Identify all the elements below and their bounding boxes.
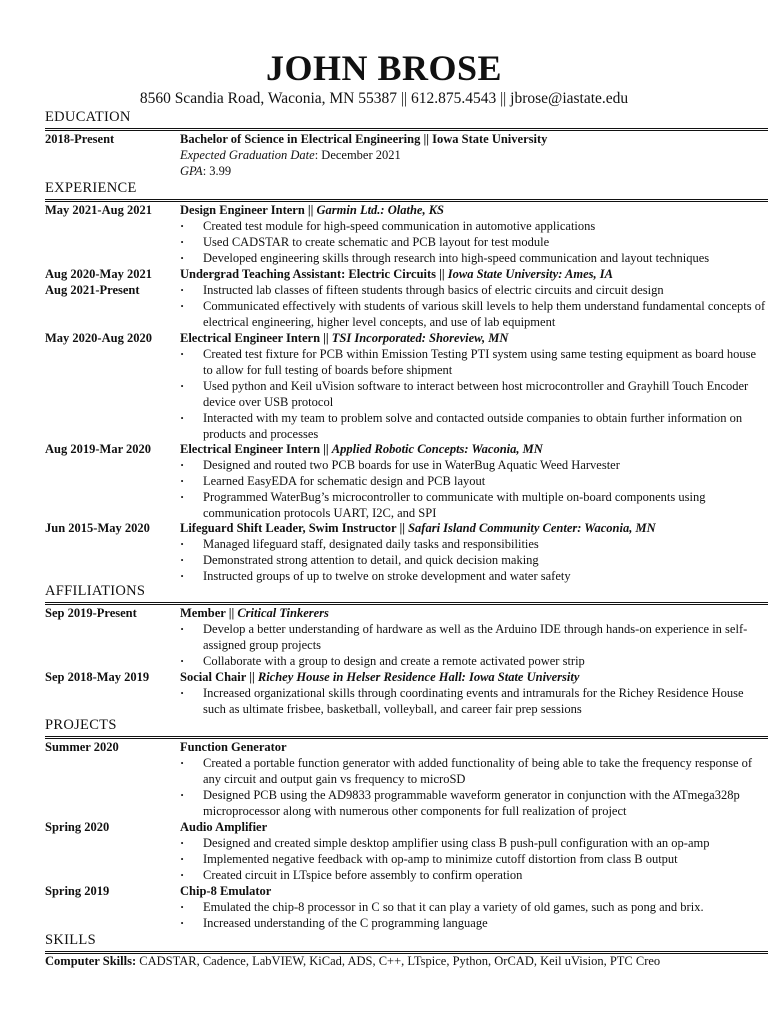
entry-heading: Chip-8 Emulator	[180, 884, 272, 898]
bullet-item: · Develop a better understanding of hardware as well as the Arduino IDE through hands-on experience in self-assigned group projects	[180, 621, 768, 653]
bullet-item: · Created test module for high-speed communication in automotive applications	[180, 218, 768, 234]
entry-heading	[180, 202, 768, 218]
entry-date: Jun 2015-May 2020	[45, 521, 150, 535]
graduation-label: Expected Graduation Date	[180, 148, 315, 162]
entry-body	[180, 819, 768, 883]
graduation-value: : December 2021	[314, 148, 401, 162]
entry-date: Sep 2018-May 2019	[45, 670, 150, 684]
gpa-label: GPA	[180, 164, 203, 178]
section-title: SKILLS	[45, 932, 96, 948]
bullet-item: · Created test fixture for PCB within Emission Testing PTI system using same testing equipment as board house to allow for full testing of boards before shipment	[180, 346, 768, 378]
bullet-item: · Created a portable function generator with added functionality of being able to take the frequency response of any circuit and output gain vs frequency to microSD	[180, 755, 768, 787]
bullet-item: · Emulated the chip-8 processor in C so that it can play a variety of old games, such as pong and brix.	[180, 899, 768, 915]
bullet-item: · Designed PCB using the AD9833 programmable waveform generator in conjunction with the ATmega328p microprocessor along with numerous other components for full realization of project	[180, 787, 768, 819]
entry-role: Social Chair ||	[180, 670, 258, 684]
entry-date-line: Aug 2021-Present	[45, 283, 140, 297]
entry-body	[180, 131, 768, 179]
bullet-item: · Developed engineering skills through research into high-speed communication and layout techniques	[180, 250, 768, 266]
bullet-item: · Created circuit in LTspice before assembly to confirm operation	[180, 867, 768, 883]
entry-date: May 2020-Aug 2020	[45, 331, 152, 345]
section-education	[45, 109, 768, 131]
bullet-list	[180, 835, 768, 883]
bullet-list	[180, 218, 768, 266]
bullet-item: · Collaborate with a group to design and create a remote activated power strip	[180, 653, 768, 669]
entry-body	[180, 441, 768, 521]
entry-date: Summer 2020	[45, 740, 119, 754]
section-skills	[45, 932, 768, 954]
entry-body	[180, 330, 768, 442]
bullet-item: · Managed lifeguard staff, designated daily tasks and responsibilities	[180, 536, 768, 552]
bullet-item: · Instructed lab classes of fifteen students through basics of electric circuits and circuit design	[180, 282, 768, 298]
entry-role: Lifeguard Shift Leader, Swim Instructor ||	[180, 521, 409, 535]
bullet-list	[180, 621, 768, 669]
entry-heading: Function Generator	[180, 740, 287, 754]
entry-org: Safari Island Community Center: Waconia, MN	[408, 521, 656, 535]
bullet-item: · Implemented negative feedback with op-amp to minimize cutoff distortion from class B output	[180, 851, 768, 867]
entry-heading	[180, 520, 768, 536]
entry-role: Undergrad Teaching Assistant: Electric Circuits ||	[180, 267, 448, 281]
entry-date: Spring 2019	[45, 884, 110, 898]
entry-date-line: Aug 2020-May 2021	[45, 267, 152, 281]
bullet-item: · Designed and created simple desktop amplifier using class B push-pull configuration with an op-amp	[180, 835, 768, 851]
entry-role: Electrical Engineer Intern ||	[180, 331, 332, 345]
section-title: AFFILIATIONS	[45, 583, 146, 599]
entry-org: TSI Incorporated: Shoreview, MN	[331, 331, 509, 345]
bullet-list	[180, 899, 768, 931]
bullet-list	[180, 282, 768, 330]
bullet-list	[180, 457, 768, 521]
gpa-value: : 3.99	[202, 164, 232, 178]
bullet-item: · Increased understanding of the C programming language	[180, 915, 768, 931]
entry-role: Design Engineer Intern ||	[180, 203, 317, 217]
entry-role: Electrical Engineer Intern ||	[180, 442, 332, 456]
bullet-list	[180, 755, 768, 819]
entry-org: Garmin Ltd.: Olathe, KS	[316, 203, 444, 217]
bullet-list	[180, 536, 768, 584]
contact-line: 8560 Scandia Road, Waconia, MN 55387 || 612.875.4543 || jbrose@iastate.edu	[139, 90, 629, 107]
entry-date: 2018-Present	[45, 132, 115, 146]
candidate-name: JOHN BROSE	[265, 48, 503, 88]
bullet-item: · Used python and Keil uVision software to interact between host microcontroller and Grayhill Touch Encoder device over USB protocol	[180, 378, 768, 410]
entry-date: Spring 2020	[45, 820, 110, 834]
section-title: EDUCATION	[45, 109, 131, 125]
gpa-line	[180, 163, 768, 179]
section-title: PROJECTS	[45, 717, 117, 733]
skills-value: CADSTAR, Cadence, LabVIEW, KiCad, ADS, C++, LTspice, Python, OrCAD, Keil uVision, PTC Creo	[136, 954, 661, 968]
entry-heading	[180, 669, 768, 685]
entry-date: May 2021-Aug 2021	[45, 203, 152, 217]
bullet-item: · Learned EasyEDA for schematic design and PCB layout	[180, 473, 768, 489]
entry-org: Iowa State University: Ames, IA	[447, 267, 613, 281]
entry-org: Richey House in Helser Residence Hall: Iowa State University	[257, 670, 580, 684]
entry-heading: Audio Amplifier	[180, 820, 268, 834]
entry-body	[180, 202, 768, 266]
entry-org: Applied Robotic Concepts: Waconia, MN	[331, 442, 543, 456]
section-affiliations	[45, 583, 768, 605]
entry-body	[180, 266, 768, 330]
bullet-item: · Demonstrated strong attention to detail, and quick decision making	[180, 552, 768, 568]
bullet-list	[180, 685, 768, 717]
entry-heading	[180, 441, 768, 457]
degree-line: Bachelor of Science in Electrical Engineering || Iowa State University	[180, 132, 548, 146]
entry-date: Sep 2019-Present	[45, 606, 137, 620]
bullet-item: · Designed and routed two PCB boards for use in WaterBug Aquatic Weed Harvester	[180, 457, 768, 473]
bullet-list	[180, 346, 768, 442]
bullet-item: · Instructed groups of up to twelve on stroke development and water safety	[180, 568, 768, 584]
entry-body	[180, 520, 768, 584]
entry-heading	[180, 330, 768, 346]
entry-heading	[180, 266, 768, 282]
skills-label: Computer Skills:	[45, 954, 137, 968]
bullet-item: · Communicated effectively with students of various skill levels to help them understand fundamental concepts of electrical engineering, higher level concepts, and use of lab equipment	[180, 298, 768, 330]
bullet-item: · Increased organizational skills through coordinating events and intramurals for the Richey Residence House such as ultimate frisbee, basketball, volleyball, and career fair prep sessions	[180, 685, 768, 717]
entry-body	[180, 883, 768, 931]
section-experience	[45, 180, 768, 202]
graduation-line	[180, 147, 768, 163]
computer-skills-line	[45, 953, 768, 969]
entry-body	[180, 669, 768, 717]
bullet-item: · Interacted with my team to problem solve and contacted outside companies to obtain further information on products and processes	[180, 410, 768, 442]
entry-body	[180, 605, 768, 669]
entry-date	[45, 266, 180, 298]
entry-date: Aug 2019-Mar 2020	[45, 442, 152, 456]
entry-org: Critical Tinkerers	[237, 606, 329, 620]
entry-role: Member ||	[180, 606, 238, 620]
entry-heading	[180, 605, 768, 621]
bullet-item: · Programmed WaterBug’s microcontroller to communicate with multiple on-board components using communication protocols UART, I2C, and SPI	[180, 489, 768, 521]
entry-body	[180, 739, 768, 819]
section-projects	[45, 717, 768, 739]
section-title: EXPERIENCE	[45, 180, 137, 196]
bullet-item: · Used CADSTAR to create schematic and PCB layout for test module	[180, 234, 768, 250]
